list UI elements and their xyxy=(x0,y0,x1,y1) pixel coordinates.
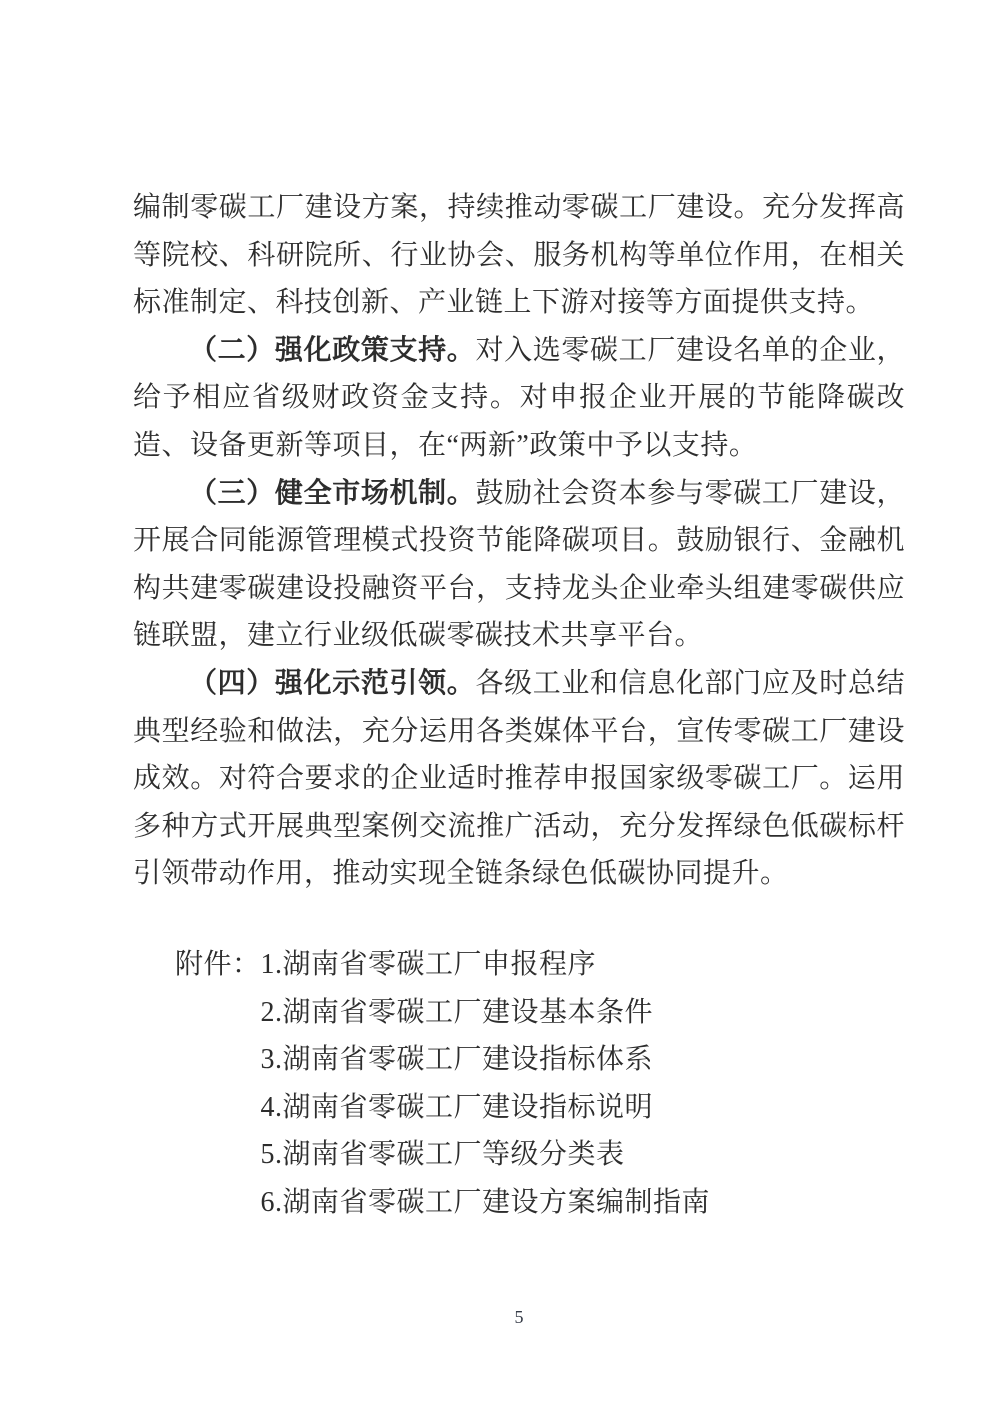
paragraph-section-4 xyxy=(133,660,905,898)
attachment-item-6: 6.湖南省零碳工厂建设方案编制指南 xyxy=(260,1186,711,1218)
paragraph-lead: （三）健全市场机制。 xyxy=(189,477,476,509)
attachment-item-2: 2.湖南省零碳工厂建设基本条件 xyxy=(260,996,654,1028)
document-body xyxy=(133,184,905,1226)
page-number: 5 xyxy=(514,1307,524,1327)
paragraph-text: 对入选零碳工厂建设名单的企业，给予相应省级财政资金支持。对申报企业开展的节能降碳改造、设备更新等项目，在“两新”政策中予以支持。 xyxy=(133,334,905,461)
attachment-item-3: 3.湖南省零碳工厂建设指标体系 xyxy=(260,1044,654,1076)
paragraph-lead: （二）强化政策支持。 xyxy=(189,334,476,366)
attachments-label: 附件： xyxy=(175,948,261,980)
attachment-item-4: 4.湖南省零碳工厂建设指标说明 xyxy=(260,1091,654,1123)
attachments-list xyxy=(261,941,905,1227)
attachment-item-5: 5.湖南省零碳工厂等级分类表 xyxy=(260,1139,625,1171)
paragraph-text: 鼓励社会资本参与零碳工厂建设，开展合同能源管理模式投资节能降碳项目。鼓励银行、金融机构共建零碳建设投融资平台，支持龙头企业牵头组建零碳供应链联盟，建立行业级低碳零碳技术共享平台。 xyxy=(133,477,905,652)
paragraph-section-3 xyxy=(133,470,905,660)
paragraph-lead: （四）强化示范引领。 xyxy=(189,667,476,699)
attachments-block xyxy=(175,941,905,1227)
paragraph-text: 各级工业和信息化部门应及时总结典型经验和做法，充分运用各类媒体平台，宣传零碳工厂建设成效。对符合要求的企业适时推荐申报国家级零碳工厂。运用多种方式开展典型案例交流推广活动，充分发挥绿色低碳标杆引领带动作用，推动实现全链条绿色低碳协同提升。 xyxy=(133,667,905,890)
attachment-item-1: 1.湖南省零碳工厂申报程序 xyxy=(260,948,597,980)
paragraph-text: 编制零碳工厂建设方案，持续推动零碳工厂建设。充分发挥高等院校、科研院所、行业协会、服务机构等单位作用，在相关标准制定、科技创新、产业链上下游对接等方面提供支持。 xyxy=(133,192,905,319)
paragraph-section-2 xyxy=(133,327,905,470)
paragraph-continuation xyxy=(133,184,905,327)
